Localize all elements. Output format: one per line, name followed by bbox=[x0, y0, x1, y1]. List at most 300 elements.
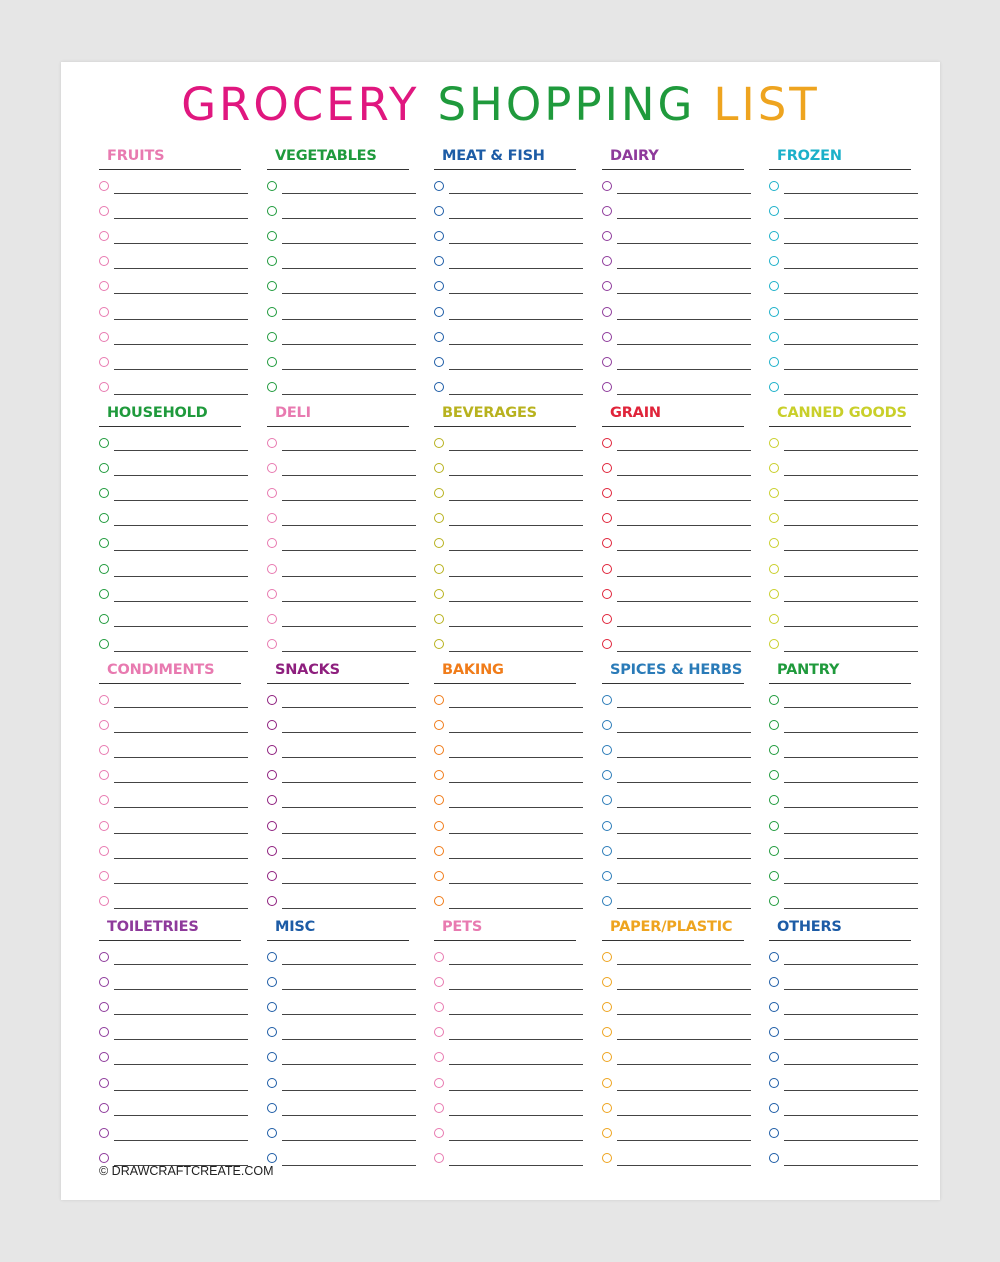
list-item[interactable] bbox=[434, 250, 576, 270]
checkbox-circle-icon[interactable] bbox=[267, 896, 277, 906]
write-in-line[interactable] bbox=[617, 807, 751, 808]
list-item[interactable] bbox=[769, 457, 911, 477]
write-in-line[interactable] bbox=[114, 626, 248, 627]
list-item[interactable] bbox=[267, 482, 409, 502]
checkbox-circle-icon[interactable] bbox=[267, 589, 277, 599]
write-in-line[interactable] bbox=[449, 268, 583, 269]
checkbox-circle-icon[interactable] bbox=[434, 846, 444, 856]
write-in-line[interactable] bbox=[784, 1090, 918, 1091]
checkbox-circle-icon[interactable] bbox=[769, 589, 779, 599]
write-in-line[interactable] bbox=[784, 1115, 918, 1116]
write-in-line[interactable] bbox=[784, 243, 918, 244]
list-item[interactable] bbox=[769, 840, 911, 860]
write-in-line[interactable] bbox=[449, 651, 583, 652]
checkbox-circle-icon[interactable] bbox=[769, 231, 779, 241]
list-item[interactable] bbox=[267, 714, 409, 734]
write-in-line[interactable] bbox=[617, 1090, 751, 1091]
list-item[interactable] bbox=[602, 376, 744, 396]
list-item[interactable] bbox=[434, 946, 576, 966]
checkbox-circle-icon[interactable] bbox=[769, 281, 779, 291]
checkbox-circle-icon[interactable] bbox=[267, 720, 277, 730]
checkbox-circle-icon[interactable] bbox=[267, 1153, 277, 1163]
list-item[interactable] bbox=[602, 482, 744, 502]
list-item[interactable] bbox=[602, 1097, 744, 1117]
checkbox-circle-icon[interactable] bbox=[602, 564, 612, 574]
list-item[interactable] bbox=[602, 714, 744, 734]
checkbox-circle-icon[interactable] bbox=[602, 1103, 612, 1113]
write-in-line[interactable] bbox=[282, 394, 416, 395]
write-in-line[interactable] bbox=[282, 243, 416, 244]
list-item[interactable] bbox=[267, 351, 409, 371]
checkbox-circle-icon[interactable] bbox=[267, 256, 277, 266]
list-item[interactable] bbox=[602, 1072, 744, 1092]
write-in-line[interactable] bbox=[449, 576, 583, 577]
list-item[interactable] bbox=[602, 815, 744, 835]
list-item[interactable] bbox=[769, 532, 911, 552]
list-item[interactable] bbox=[602, 200, 744, 220]
write-in-line[interactable] bbox=[282, 707, 416, 708]
write-in-line[interactable] bbox=[784, 500, 918, 501]
list-item[interactable] bbox=[267, 815, 409, 835]
write-in-line[interactable] bbox=[114, 293, 248, 294]
checkbox-circle-icon[interactable] bbox=[434, 488, 444, 498]
checkbox-circle-icon[interactable] bbox=[769, 332, 779, 342]
list-item[interactable] bbox=[99, 1097, 241, 1117]
write-in-line[interactable] bbox=[449, 475, 583, 476]
list-item[interactable] bbox=[267, 1097, 409, 1117]
write-in-line[interactable] bbox=[449, 626, 583, 627]
write-in-line[interactable] bbox=[784, 344, 918, 345]
checkbox-circle-icon[interactable] bbox=[769, 977, 779, 987]
checkbox-circle-icon[interactable] bbox=[267, 357, 277, 367]
list-item[interactable] bbox=[267, 175, 409, 195]
checkbox-circle-icon[interactable] bbox=[99, 1052, 109, 1062]
checkbox-circle-icon[interactable] bbox=[267, 332, 277, 342]
list-item[interactable] bbox=[602, 457, 744, 477]
write-in-line[interactable] bbox=[617, 193, 751, 194]
list-item[interactable] bbox=[99, 558, 241, 578]
checkbox-circle-icon[interactable] bbox=[434, 463, 444, 473]
write-in-line[interactable] bbox=[449, 1014, 583, 1015]
write-in-line[interactable] bbox=[114, 1115, 248, 1116]
checkbox-circle-icon[interactable] bbox=[602, 206, 612, 216]
list-item[interactable] bbox=[602, 1021, 744, 1041]
list-item[interactable] bbox=[99, 865, 241, 885]
list-item[interactable] bbox=[434, 200, 576, 220]
checkbox-circle-icon[interactable] bbox=[769, 695, 779, 705]
checkbox-circle-icon[interactable] bbox=[769, 463, 779, 473]
write-in-line[interactable] bbox=[282, 807, 416, 808]
checkbox-circle-icon[interactable] bbox=[267, 614, 277, 624]
checkbox-circle-icon[interactable] bbox=[602, 589, 612, 599]
write-in-line[interactable] bbox=[114, 858, 248, 859]
checkbox-circle-icon[interactable] bbox=[267, 307, 277, 317]
checkbox-circle-icon[interactable] bbox=[434, 720, 444, 730]
list-item[interactable] bbox=[769, 1147, 911, 1167]
write-in-line[interactable] bbox=[282, 268, 416, 269]
checkbox-circle-icon[interactable] bbox=[602, 821, 612, 831]
list-item[interactable] bbox=[99, 996, 241, 1016]
list-item[interactable] bbox=[769, 1122, 911, 1142]
write-in-line[interactable] bbox=[449, 858, 583, 859]
write-in-line[interactable] bbox=[449, 782, 583, 783]
write-in-line[interactable] bbox=[282, 500, 416, 501]
write-in-line[interactable] bbox=[282, 550, 416, 551]
checkbox-circle-icon[interactable] bbox=[267, 821, 277, 831]
list-item[interactable] bbox=[434, 890, 576, 910]
checkbox-circle-icon[interactable] bbox=[434, 513, 444, 523]
write-in-line[interactable] bbox=[784, 1140, 918, 1141]
list-item[interactable] bbox=[769, 301, 911, 321]
checkbox-circle-icon[interactable] bbox=[602, 382, 612, 392]
write-in-line[interactable] bbox=[449, 1140, 583, 1141]
list-item[interactable] bbox=[99, 608, 241, 628]
write-in-line[interactable] bbox=[449, 319, 583, 320]
checkbox-circle-icon[interactable] bbox=[434, 1103, 444, 1113]
list-item[interactable] bbox=[99, 175, 241, 195]
list-item[interactable] bbox=[434, 1097, 576, 1117]
list-item[interactable] bbox=[602, 301, 744, 321]
list-item[interactable] bbox=[602, 507, 744, 527]
write-in-line[interactable] bbox=[282, 293, 416, 294]
checkbox-circle-icon[interactable] bbox=[434, 181, 444, 191]
list-item[interactable] bbox=[769, 946, 911, 966]
checkbox-circle-icon[interactable] bbox=[99, 977, 109, 987]
list-item[interactable] bbox=[769, 1072, 911, 1092]
checkbox-circle-icon[interactable] bbox=[434, 896, 444, 906]
checkbox-circle-icon[interactable] bbox=[602, 513, 612, 523]
list-item[interactable] bbox=[602, 532, 744, 552]
write-in-line[interactable] bbox=[784, 732, 918, 733]
write-in-line[interactable] bbox=[617, 576, 751, 577]
write-in-line[interactable] bbox=[784, 550, 918, 551]
checkbox-circle-icon[interactable] bbox=[769, 614, 779, 624]
checkbox-circle-icon[interactable] bbox=[769, 382, 779, 392]
checkbox-circle-icon[interactable] bbox=[434, 871, 444, 881]
write-in-line[interactable] bbox=[784, 1039, 918, 1040]
list-item[interactable] bbox=[267, 633, 409, 653]
checkbox-circle-icon[interactable] bbox=[267, 488, 277, 498]
list-item[interactable] bbox=[434, 275, 576, 295]
list-item[interactable] bbox=[602, 326, 744, 346]
checkbox-circle-icon[interactable] bbox=[434, 795, 444, 805]
checkbox-circle-icon[interactable] bbox=[99, 463, 109, 473]
checkbox-circle-icon[interactable] bbox=[602, 307, 612, 317]
list-item[interactable] bbox=[99, 225, 241, 245]
list-item[interactable] bbox=[99, 275, 241, 295]
checkbox-circle-icon[interactable] bbox=[99, 357, 109, 367]
checkbox-circle-icon[interactable] bbox=[769, 357, 779, 367]
write-in-line[interactable] bbox=[449, 243, 583, 244]
write-in-line[interactable] bbox=[449, 450, 583, 451]
write-in-line[interactable] bbox=[449, 732, 583, 733]
write-in-line[interactable] bbox=[617, 475, 751, 476]
checkbox-circle-icon[interactable] bbox=[602, 538, 612, 548]
checkbox-circle-icon[interactable] bbox=[267, 770, 277, 780]
checkbox-circle-icon[interactable] bbox=[434, 952, 444, 962]
write-in-line[interactable] bbox=[617, 500, 751, 501]
checkbox-circle-icon[interactable] bbox=[769, 307, 779, 317]
list-item[interactable] bbox=[434, 996, 576, 1016]
write-in-line[interactable] bbox=[449, 525, 583, 526]
checkbox-circle-icon[interactable] bbox=[267, 695, 277, 705]
checkbox-circle-icon[interactable] bbox=[769, 795, 779, 805]
checkbox-circle-icon[interactable] bbox=[434, 1052, 444, 1062]
checkbox-circle-icon[interactable] bbox=[99, 695, 109, 705]
write-in-line[interactable] bbox=[114, 964, 248, 965]
write-in-line[interactable] bbox=[617, 550, 751, 551]
write-in-line[interactable] bbox=[114, 908, 248, 909]
checkbox-circle-icon[interactable] bbox=[267, 513, 277, 523]
write-in-line[interactable] bbox=[617, 989, 751, 990]
write-in-line[interactable] bbox=[114, 601, 248, 602]
write-in-line[interactable] bbox=[114, 1090, 248, 1091]
write-in-line[interactable] bbox=[784, 1165, 918, 1166]
write-in-line[interactable] bbox=[114, 807, 248, 808]
write-in-line[interactable] bbox=[617, 1140, 751, 1141]
checkbox-circle-icon[interactable] bbox=[267, 871, 277, 881]
write-in-line[interactable] bbox=[114, 1039, 248, 1040]
list-item[interactable] bbox=[769, 1021, 911, 1041]
list-item[interactable] bbox=[769, 376, 911, 396]
checkbox-circle-icon[interactable] bbox=[267, 745, 277, 755]
list-item[interactable] bbox=[99, 432, 241, 452]
checkbox-circle-icon[interactable] bbox=[602, 695, 612, 705]
write-in-line[interactable] bbox=[449, 989, 583, 990]
write-in-line[interactable] bbox=[282, 732, 416, 733]
list-item[interactable] bbox=[99, 789, 241, 809]
list-item[interactable] bbox=[434, 301, 576, 321]
checkbox-circle-icon[interactable] bbox=[769, 745, 779, 755]
write-in-line[interactable] bbox=[282, 858, 416, 859]
write-in-line[interactable] bbox=[449, 1039, 583, 1040]
checkbox-circle-icon[interactable] bbox=[769, 256, 779, 266]
checkbox-circle-icon[interactable] bbox=[99, 614, 109, 624]
write-in-line[interactable] bbox=[784, 369, 918, 370]
write-in-line[interactable] bbox=[784, 651, 918, 652]
list-item[interactable] bbox=[267, 225, 409, 245]
write-in-line[interactable] bbox=[114, 369, 248, 370]
checkbox-circle-icon[interactable] bbox=[602, 488, 612, 498]
write-in-line[interactable] bbox=[784, 964, 918, 965]
list-item[interactable] bbox=[434, 739, 576, 759]
list-item[interactable] bbox=[434, 789, 576, 809]
write-in-line[interactable] bbox=[282, 908, 416, 909]
checkbox-circle-icon[interactable] bbox=[267, 846, 277, 856]
list-item[interactable] bbox=[434, 532, 576, 552]
checkbox-circle-icon[interactable] bbox=[434, 1002, 444, 1012]
write-in-line[interactable] bbox=[449, 707, 583, 708]
list-item[interactable] bbox=[99, 507, 241, 527]
checkbox-circle-icon[interactable] bbox=[434, 745, 444, 755]
list-item[interactable] bbox=[434, 633, 576, 653]
write-in-line[interactable] bbox=[617, 626, 751, 627]
list-item[interactable] bbox=[602, 764, 744, 784]
write-in-line[interactable] bbox=[114, 1140, 248, 1141]
list-item[interactable] bbox=[434, 1021, 576, 1041]
list-item[interactable] bbox=[769, 865, 911, 885]
write-in-line[interactable] bbox=[282, 525, 416, 526]
write-in-line[interactable] bbox=[449, 964, 583, 965]
checkbox-circle-icon[interactable] bbox=[99, 1078, 109, 1088]
list-item[interactable] bbox=[267, 1046, 409, 1066]
list-item[interactable] bbox=[99, 1072, 241, 1092]
list-item[interactable] bbox=[99, 200, 241, 220]
list-item[interactable] bbox=[769, 250, 911, 270]
list-item[interactable] bbox=[769, 1097, 911, 1117]
list-item[interactable] bbox=[267, 789, 409, 809]
checkbox-circle-icon[interactable] bbox=[769, 488, 779, 498]
write-in-line[interactable] bbox=[114, 218, 248, 219]
checkbox-circle-icon[interactable] bbox=[99, 952, 109, 962]
list-item[interactable] bbox=[769, 225, 911, 245]
write-in-line[interactable] bbox=[784, 450, 918, 451]
list-item[interactable] bbox=[434, 583, 576, 603]
checkbox-circle-icon[interactable] bbox=[434, 695, 444, 705]
list-item[interactable] bbox=[769, 789, 911, 809]
write-in-line[interactable] bbox=[114, 193, 248, 194]
write-in-line[interactable] bbox=[784, 707, 918, 708]
checkbox-circle-icon[interactable] bbox=[602, 463, 612, 473]
write-in-line[interactable] bbox=[617, 293, 751, 294]
list-item[interactable] bbox=[769, 739, 911, 759]
list-item[interactable] bbox=[267, 764, 409, 784]
write-in-line[interactable] bbox=[282, 989, 416, 990]
list-item[interactable] bbox=[602, 946, 744, 966]
write-in-line[interactable] bbox=[449, 369, 583, 370]
checkbox-circle-icon[interactable] bbox=[434, 438, 444, 448]
list-item[interactable] bbox=[769, 633, 911, 653]
list-item[interactable] bbox=[434, 432, 576, 452]
write-in-line[interactable] bbox=[282, 369, 416, 370]
checkbox-circle-icon[interactable] bbox=[99, 256, 109, 266]
list-item[interactable] bbox=[769, 714, 911, 734]
list-item[interactable] bbox=[434, 376, 576, 396]
write-in-line[interactable] bbox=[114, 525, 248, 526]
list-item[interactable] bbox=[267, 457, 409, 477]
checkbox-circle-icon[interactable] bbox=[267, 231, 277, 241]
write-in-line[interactable] bbox=[449, 344, 583, 345]
write-in-line[interactable] bbox=[784, 989, 918, 990]
write-in-line[interactable] bbox=[282, 1115, 416, 1116]
checkbox-circle-icon[interactable] bbox=[769, 181, 779, 191]
write-in-line[interactable] bbox=[282, 757, 416, 758]
write-in-line[interactable] bbox=[282, 626, 416, 627]
checkbox-circle-icon[interactable] bbox=[602, 281, 612, 291]
write-in-line[interactable] bbox=[449, 1090, 583, 1091]
checkbox-circle-icon[interactable] bbox=[267, 438, 277, 448]
write-in-line[interactable] bbox=[784, 293, 918, 294]
checkbox-circle-icon[interactable] bbox=[99, 896, 109, 906]
write-in-line[interactable] bbox=[282, 964, 416, 965]
write-in-line[interactable] bbox=[617, 1115, 751, 1116]
list-item[interactable] bbox=[434, 225, 576, 245]
list-item[interactable] bbox=[99, 840, 241, 860]
checkbox-circle-icon[interactable] bbox=[769, 1027, 779, 1037]
list-item[interactable] bbox=[434, 689, 576, 709]
write-in-line[interactable] bbox=[617, 732, 751, 733]
list-item[interactable] bbox=[434, 840, 576, 860]
checkbox-circle-icon[interactable] bbox=[434, 206, 444, 216]
write-in-line[interactable] bbox=[617, 707, 751, 708]
checkbox-circle-icon[interactable] bbox=[267, 639, 277, 649]
write-in-line[interactable] bbox=[282, 344, 416, 345]
list-item[interactable] bbox=[602, 1147, 744, 1167]
list-item[interactable] bbox=[769, 971, 911, 991]
checkbox-circle-icon[interactable] bbox=[434, 639, 444, 649]
write-in-line[interactable] bbox=[617, 782, 751, 783]
list-item[interactable] bbox=[769, 764, 911, 784]
list-item[interactable] bbox=[267, 275, 409, 295]
checkbox-circle-icon[interactable] bbox=[267, 382, 277, 392]
list-item[interactable] bbox=[267, 890, 409, 910]
list-item[interactable] bbox=[267, 739, 409, 759]
checkbox-circle-icon[interactable] bbox=[267, 1103, 277, 1113]
list-item[interactable] bbox=[267, 200, 409, 220]
list-item[interactable] bbox=[769, 558, 911, 578]
list-item[interactable] bbox=[434, 1072, 576, 1092]
checkbox-circle-icon[interactable] bbox=[99, 1027, 109, 1037]
write-in-line[interactable] bbox=[784, 218, 918, 219]
write-in-line[interactable] bbox=[449, 1115, 583, 1116]
checkbox-circle-icon[interactable] bbox=[769, 1002, 779, 1012]
list-item[interactable] bbox=[99, 764, 241, 784]
checkbox-circle-icon[interactable] bbox=[99, 307, 109, 317]
checkbox-circle-icon[interactable] bbox=[602, 745, 612, 755]
write-in-line[interactable] bbox=[784, 807, 918, 808]
checkbox-circle-icon[interactable] bbox=[267, 795, 277, 805]
checkbox-circle-icon[interactable] bbox=[99, 871, 109, 881]
list-item[interactable] bbox=[99, 1046, 241, 1066]
checkbox-circle-icon[interactable] bbox=[434, 231, 444, 241]
write-in-line[interactable] bbox=[114, 651, 248, 652]
list-item[interactable] bbox=[267, 532, 409, 552]
write-in-line[interactable] bbox=[784, 626, 918, 627]
list-item[interactable] bbox=[99, 633, 241, 653]
list-item[interactable] bbox=[267, 583, 409, 603]
checkbox-circle-icon[interactable] bbox=[267, 952, 277, 962]
list-item[interactable] bbox=[434, 457, 576, 477]
checkbox-circle-icon[interactable] bbox=[99, 281, 109, 291]
checkbox-circle-icon[interactable] bbox=[602, 357, 612, 367]
list-item[interactable] bbox=[769, 608, 911, 628]
write-in-line[interactable] bbox=[449, 1064, 583, 1065]
write-in-line[interactable] bbox=[114, 475, 248, 476]
list-item[interactable] bbox=[99, 482, 241, 502]
write-in-line[interactable] bbox=[784, 858, 918, 859]
list-item[interactable] bbox=[602, 250, 744, 270]
list-item[interactable] bbox=[434, 1147, 576, 1167]
list-item[interactable] bbox=[769, 996, 911, 1016]
write-in-line[interactable] bbox=[449, 1165, 583, 1166]
list-item[interactable] bbox=[267, 946, 409, 966]
list-item[interactable] bbox=[267, 1147, 409, 1167]
checkbox-circle-icon[interactable] bbox=[769, 1128, 779, 1138]
checkbox-circle-icon[interactable] bbox=[602, 231, 612, 241]
checkbox-circle-icon[interactable] bbox=[434, 1027, 444, 1037]
write-in-line[interactable] bbox=[282, 782, 416, 783]
checkbox-circle-icon[interactable] bbox=[769, 1052, 779, 1062]
list-item[interactable] bbox=[602, 1122, 744, 1142]
list-item[interactable] bbox=[769, 507, 911, 527]
checkbox-circle-icon[interactable] bbox=[99, 1128, 109, 1138]
list-item[interactable] bbox=[769, 482, 911, 502]
list-item[interactable] bbox=[769, 890, 911, 910]
checkbox-circle-icon[interactable] bbox=[434, 382, 444, 392]
write-in-line[interactable] bbox=[617, 344, 751, 345]
checkbox-circle-icon[interactable] bbox=[602, 181, 612, 191]
list-item[interactable] bbox=[769, 432, 911, 452]
